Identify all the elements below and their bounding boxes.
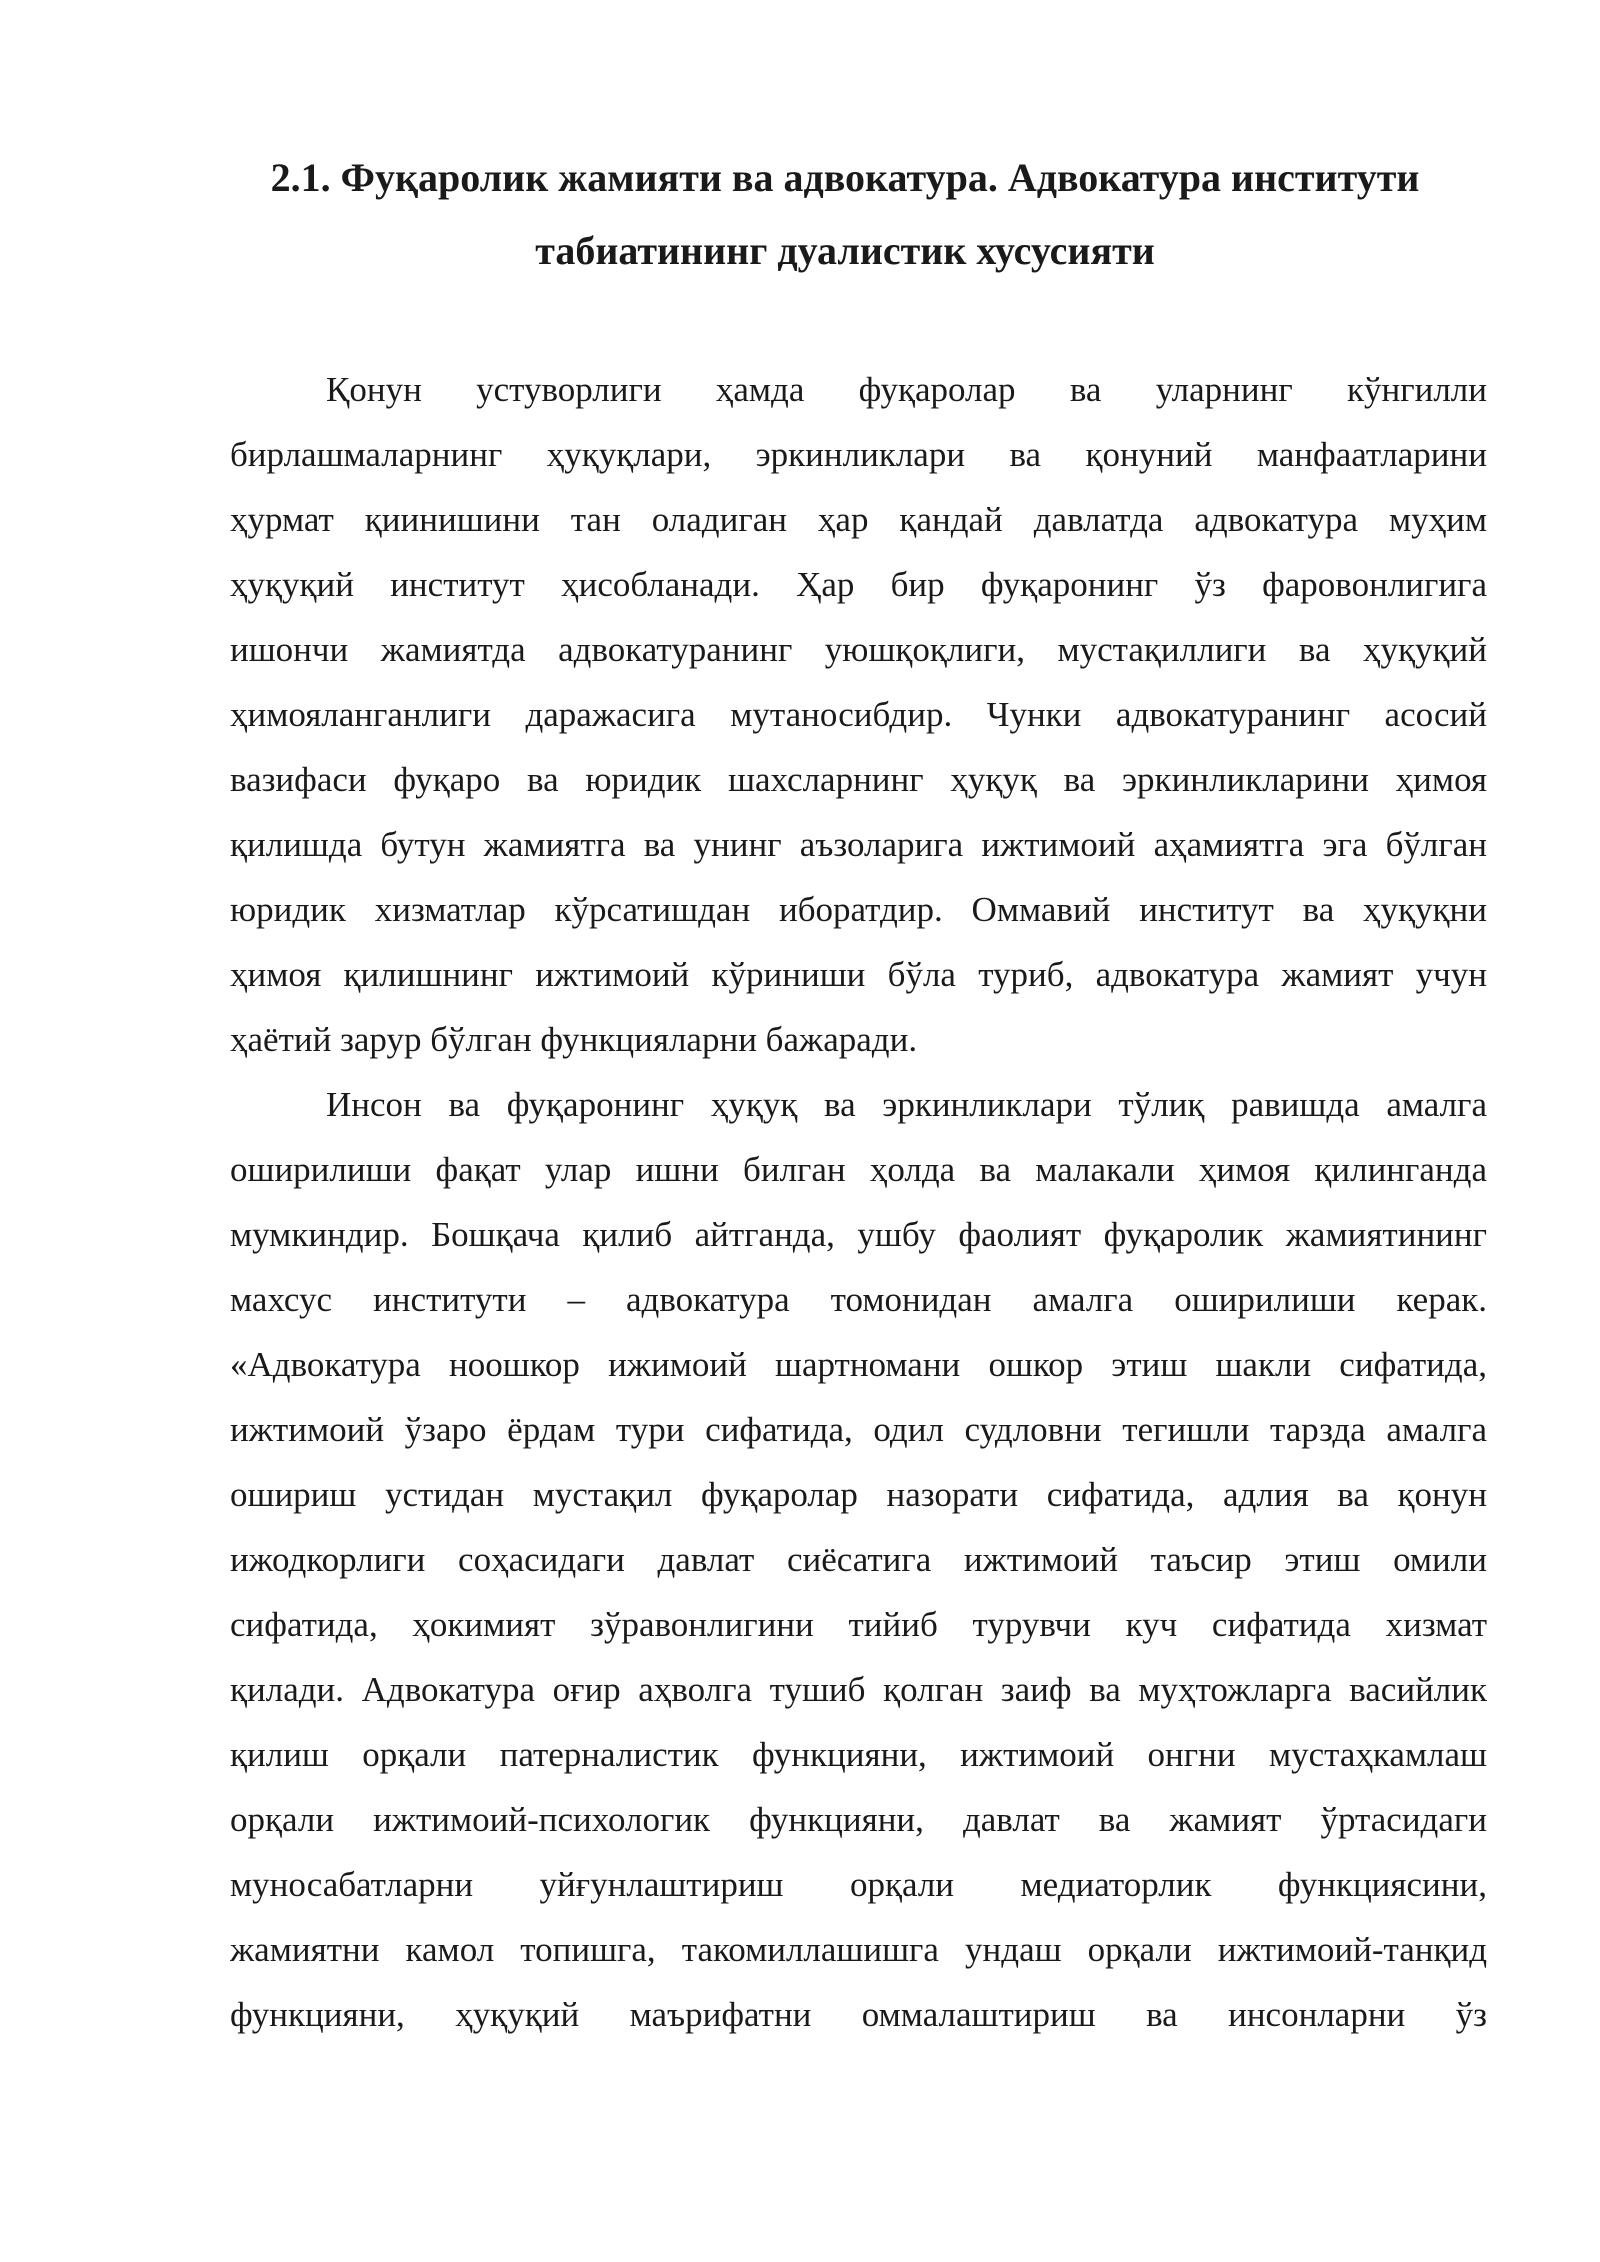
section-heading-line-2: табиатининг дуалистик хусусияти [535,228,1155,273]
text-line: қилишда бутун жамиятга ва унинг аъзоларига ижтимоий аҳамиятга эга бўлган [230,825,1487,864]
text-line: ҳимоя қилишнинг ижтимоий кўриниши бўла туриб, адвокатура жамият учун [230,955,1487,994]
text-line: ҳурмат қиинишини тан оладиган ҳар қандай давлатда адвокатура муҳим [230,500,1487,539]
text-line: ишончи жамиятда адвокатуранинг уюшқоқлиги, мустақиллиги ва ҳуқуқий [230,630,1487,669]
text-line: вазифаси фуқаро ва юридик шахсларнинг ҳуқуқ ва эркинликларини ҳимоя [230,760,1487,799]
section-heading-line-1: 2.1. Фуқаролик жамияти ва адвокатура. Адвокатура институти [270,155,1420,200]
text-line: махсус институти – адвокатура томонидан амалга оширилиши керак. [230,1280,1487,1319]
text-line: ошириш устидан мустақил фуқаролар назорати сифатида, адлия ва қонун [230,1475,1487,1514]
text-line: қилади. Адвокатура оғир аҳволга тушиб қолган заиф ва муҳтожларга васийлик [230,1670,1487,1709]
text-line: функцияни, ҳуқуқий маърифатни оммалаштириш ва инсонларни ўз [230,1995,1487,2034]
text-line: қилиш орқали патерналистик функцияни, ижтимоий онгни мустаҳкамлаш [230,1735,1487,1774]
text-line: ҳимояланганлиги даражасига мутаносибдир. Чунки адвокатуранинг асосий [230,695,1487,734]
text-line: Қонун устуворлиги ҳамда фуқаролар ва уларнинг кўнгилли [326,370,1487,409]
text-line: сифатида, ҳокимият зўравонлигини тийиб турувчи куч сифатида хизмат [230,1605,1487,1644]
text-line: «Адвокатура ноошкор ижимоий шартномани ошкор этиш шакли сифатида, [230,1345,1487,1384]
text-line: орқали ижтимоий-психологик функцияни, давлат ва жамият ўртасидаги [230,1800,1487,1839]
text-line: муносабатларни уйғунлаштириш орқали медиаторлик функциясини, [230,1865,1487,1904]
text-line: бирлашмаларнинг ҳуқуқлари, эркинликлари ва қонуний манфаатларини [230,435,1487,474]
text-line: ҳаётий зарур бўлган функцияларни бажаради. [230,1020,918,1059]
text-line: ижтимоий ўзаро ёрдам тури сифатида, одил судловни тегишли тарзда амалга [230,1410,1487,1449]
text-line: жамиятни камол топишга, такомиллашишга ундаш орқали ижтимоий-танқид [230,1930,1487,1969]
text-line: ҳуқуқий институт ҳисобланади. Ҳар бир фуқаронинг ўз фаровонлигига [230,565,1487,604]
text-line: Инсон ва фуқаронинг ҳуқуқ ва эркинликлари тўлиқ равишда амалга [326,1085,1487,1124]
text-line: ижодкорлиги соҳасидаги давлат сиёсатига ижтимоий таъсир этиш омили [230,1540,1487,1579]
text-line: оширилиши фақат улар ишни билган ҳолда ва малакали ҳимоя қилинганда [230,1150,1487,1189]
text-line: юридик хизматлар кўрсатишдан иборатдир. Оммавий институт ва ҳуқуқни [230,890,1487,929]
text-line: мумкиндир. Бошқача қилиб айтганда, ушбу фаолият фуқаролик жамиятининг [230,1215,1487,1254]
